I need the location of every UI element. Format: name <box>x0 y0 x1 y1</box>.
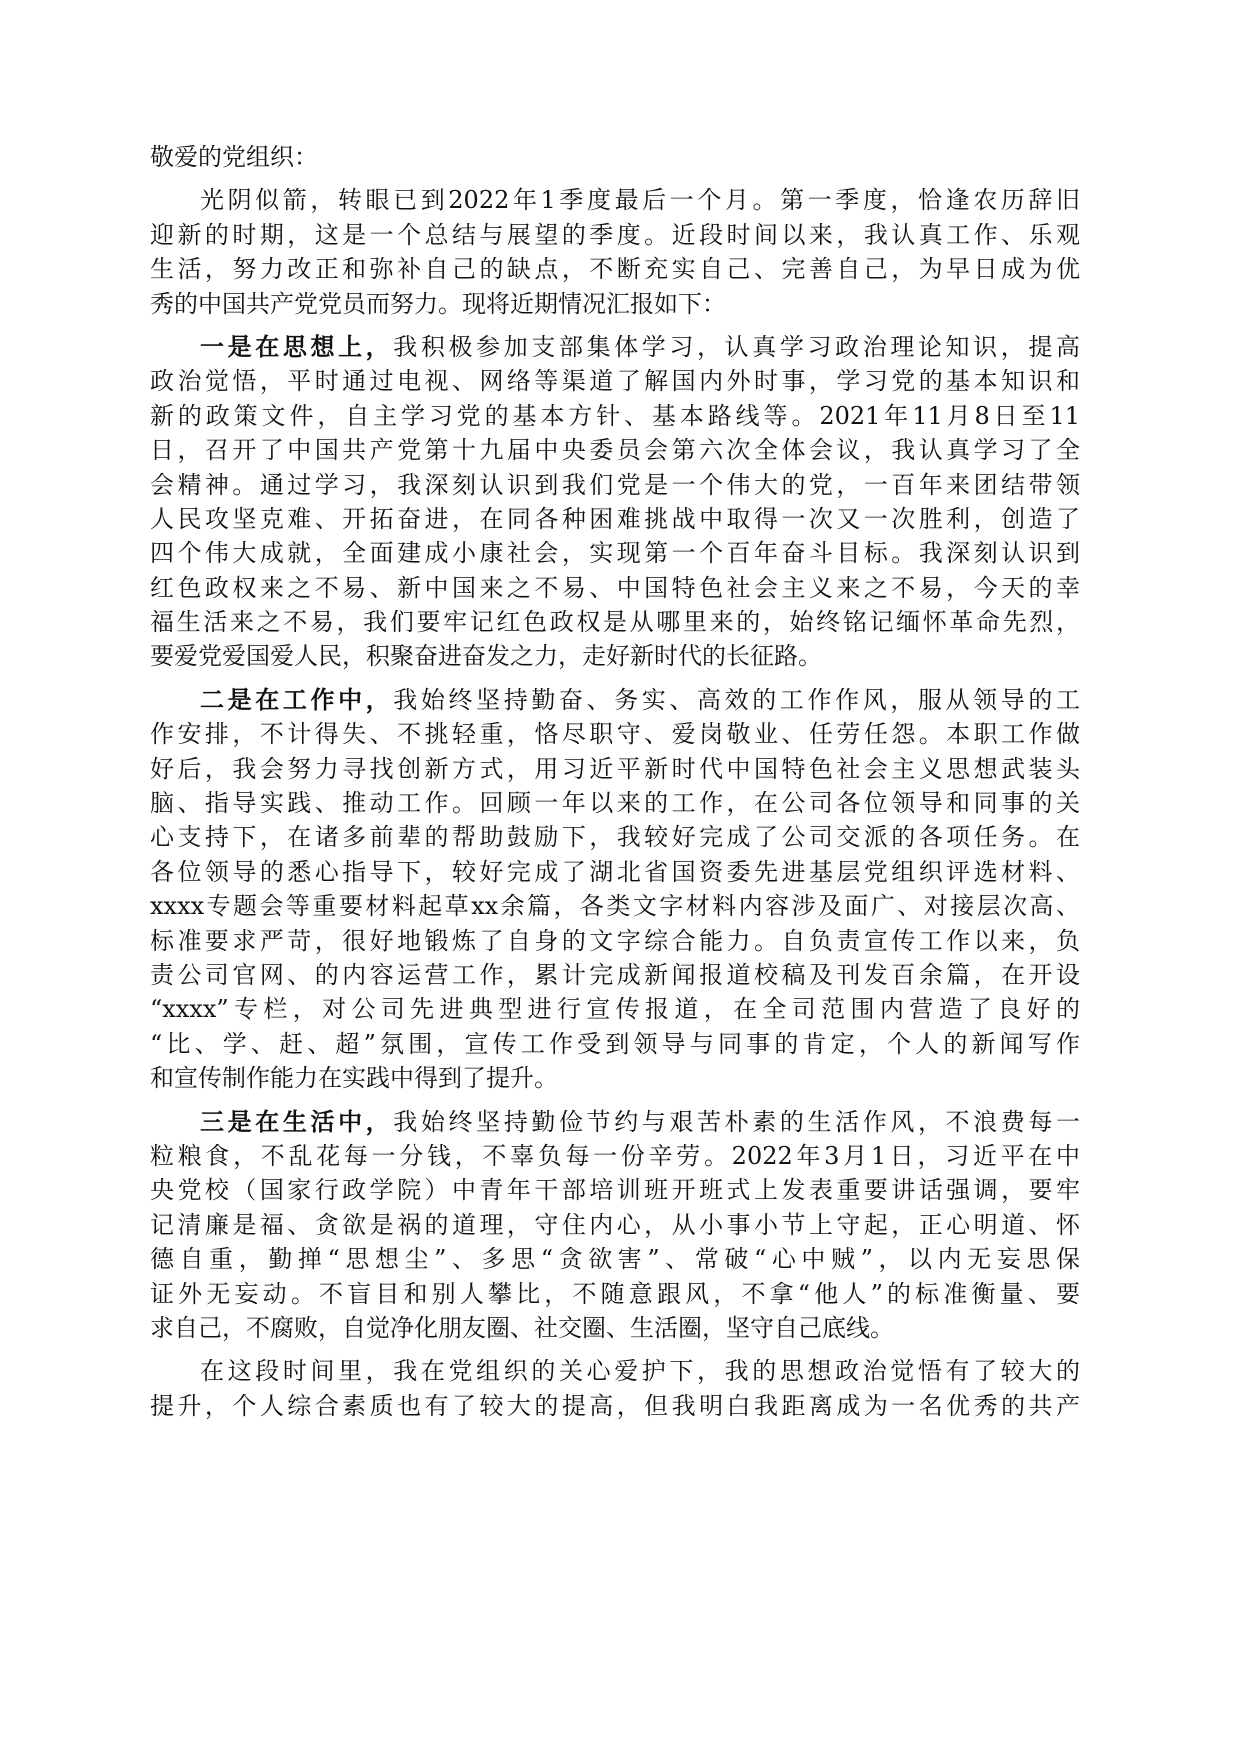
section-lead: 二是在工作中， <box>200 684 394 714</box>
text-line: 要爱党爱国爱人民，积聚奋进奋发之力，走好新时代的长征路。 <box>150 642 822 671</box>
text-line: 德自重，勤掸“思想尘”、多思“贪欲害”、常破“心中贼”，以内无妄思保 <box>150 1245 1080 1274</box>
text-line: 责公司官网、的内容运营工作，累计完成新闻报道校稿及刊发百余篇，在开设 <box>150 960 1080 989</box>
section-thought <box>150 330 1080 674</box>
text-line: 标准要求严苛，很好地锻炼了自身的文字综合能力。自负责宣传工作以来，负 <box>150 926 1080 955</box>
text-line: 新的政策文件，自主学习党的基本方针、基本路线等。2021年11月8日至11 <box>150 401 1080 430</box>
text-line: 证外无妄动。不盲目和别人攀比，不随意跟风，不拿“他人”的标准衡量、要 <box>150 1279 1080 1308</box>
text-line: 好后，我会努力寻找创新方式，用习近平新时代中国特色社会主义思想武装头 <box>150 754 1080 783</box>
text-line: “比、学、赶、超”氛围，宣传工作受到领导与同事的肯定，个人的新闻写作 <box>150 1029 1080 1058</box>
text-line: 和宣传制作能力在实践中得到了提升。 <box>150 1064 558 1093</box>
text-line: 光阴似箭，转眼已到2022年1季度最后一个月。第一季度，恰逢农历辞旧 <box>200 186 1080 215</box>
text-line: 红色政权来之不易、新中国来之不易、中国特色社会主义来之不易，今天的幸 <box>150 573 1080 602</box>
text-line: 会精神。通过学习，我深刻认识到我们党是一个伟大的党，一百年来团结带领 <box>150 470 1080 499</box>
text-line: 粒粮食，不乱花每一分钱，不辜负每一份辛劳。2022年3月1日，习近平在中 <box>150 1141 1080 1170</box>
text-line: 生活，努力改正和弥补自己的缺点，不断充实自己、完善自己，为早日成为优 <box>150 255 1080 284</box>
text-line <box>150 330 1080 364</box>
salutation-paragraph <box>150 140 1080 174</box>
text-span: 我积极参加支部集体学习，认真学习政治理论知识，提高 <box>393 332 1081 361</box>
section-lead: 三是在生活中， <box>200 1106 394 1136</box>
text-line: 脑、指导实践、推动工作。回顾一年以来的工作，在公司各位领导和同事的关 <box>150 789 1080 818</box>
text-span: 我始终坚持勤奋、务实、高效的工作作风，服从领导的工 <box>393 685 1081 714</box>
text-span: 我始终坚持勤俭节约与艰苦朴素的生活作风，不浪费每一 <box>393 1107 1081 1136</box>
text-line: 各位领导的悉心指导下，较好完成了湖北省国资委先进基层党组织评选材料、 <box>150 857 1080 886</box>
text-line <box>150 683 1080 717</box>
text-line: 提升，个人综合素质也有了较大的提高，但我明白我距离成为一名优秀的共产 <box>150 1391 1080 1420</box>
text-line: 心支持下，在诸多前辈的帮助鼓励下，我较好完成了公司交派的各项任务。在 <box>150 823 1080 852</box>
text-line: 福生活来之不易，我们要牢记红色政权是从哪里来的，始终铭记缅怀革命先烈， <box>150 608 1080 637</box>
section-work <box>150 683 1080 1096</box>
closing-paragraph <box>150 1354 1080 1423</box>
text-line: 秀的中国共产党党员而努力。现将近期情况汇报如下： <box>150 289 726 318</box>
section-life <box>150 1105 1080 1346</box>
text-line: 央党校（国家行政学院）中青年干部培训班开班式上发表重要讲话强调，要牢 <box>150 1176 1080 1205</box>
document-page <box>150 140 1080 1432</box>
text-line: 求自己，不腐败，自觉净化朋友圈、社交圈、生活圈，坚守自己底线。 <box>150 1313 894 1342</box>
text-line: 记清廉是福、贪欲是祸的道理，守住内心，从小事小节上守起，正心明道、怀 <box>150 1210 1080 1239</box>
text-line: 日，召开了中国共产党第十九届中央委员会第六次全体会议，我认真学习了全 <box>150 436 1080 465</box>
text-line: 人民攻坚克难、开拓奋进，在同各种困难挑战中取得一次又一次胜利，创造了 <box>150 504 1080 533</box>
text-line: “xxxx”专栏，对公司先进典型进行宣传报道，在全司范围内营造了良好的 <box>150 995 1080 1024</box>
text-line: 迎新的时期，这是一个总结与展望的季度。近段时间以来，我认真工作、乐观 <box>150 220 1080 249</box>
text-line <box>150 1105 1080 1139</box>
text-line: 四个伟大成就，全面建成小康社会，实现第一个百年奋斗目标。我深刻认识到 <box>150 539 1080 568</box>
salutation: 敬爱的党组织： <box>150 143 318 171</box>
section-lead: 一是在思想上， <box>200 331 394 361</box>
text-line: 政治觉悟，平时通过电视、网络等渠道了解国内外时事，学习党的基本知识和 <box>150 367 1080 396</box>
text-line: xxxx专题会等重要材料起草xx余篇，各类文字材料内容涉及面广、对接层次高、 <box>150 892 1080 921</box>
intro-paragraph <box>150 183 1080 321</box>
text-line: 在这段时间里，我在党组织的关心爱护下，我的思想政治觉悟有了较大的 <box>200 1357 1080 1386</box>
text-line: 作安排，不计得失、不挑轻重，恪尽职守、爱岗敬业、任劳任怨。本职工作做 <box>150 720 1080 749</box>
